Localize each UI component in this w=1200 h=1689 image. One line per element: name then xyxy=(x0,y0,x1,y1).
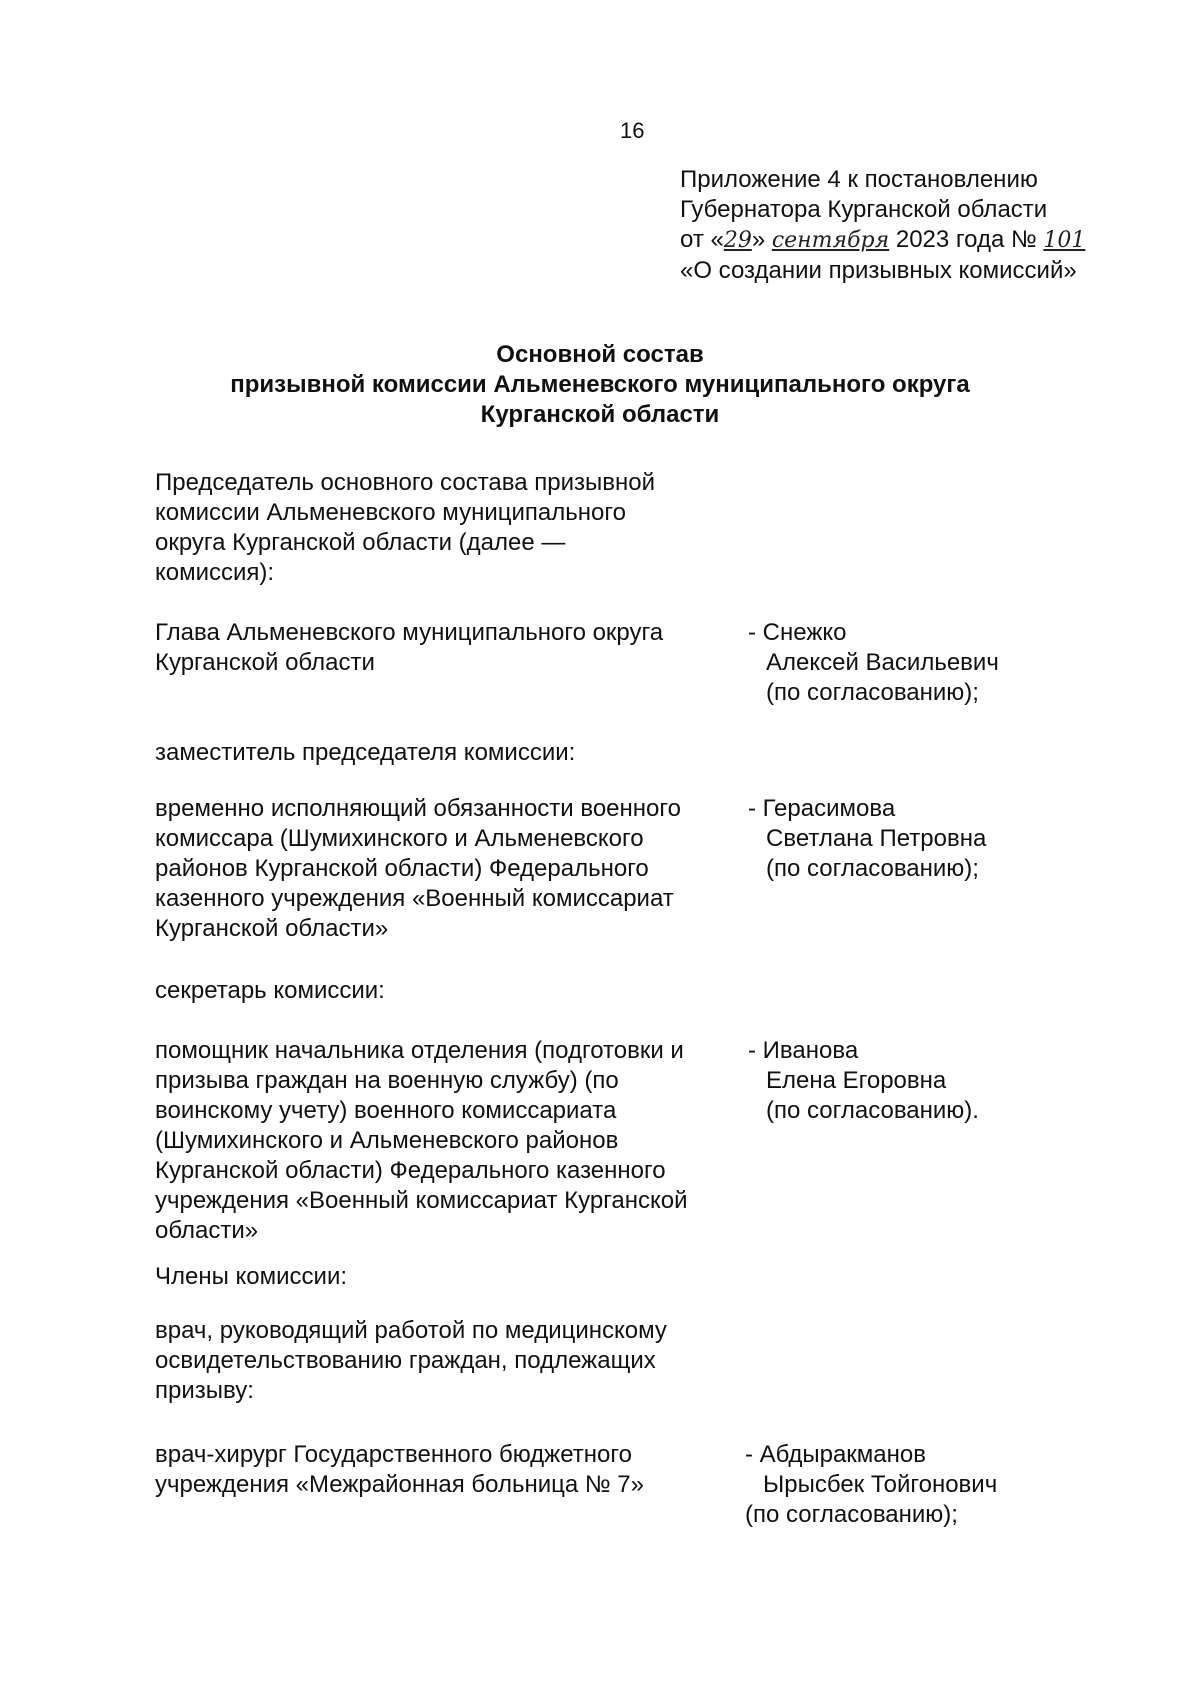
chair-heading xyxy=(155,468,745,588)
handwritten-month: сентября xyxy=(771,228,890,253)
deputy-heading: заместитель председателя комиссии: xyxy=(155,739,576,766)
title-line: Основной состав xyxy=(496,341,704,368)
text-line: учреждения «Военный комиссариат Курганской xyxy=(155,1187,688,1214)
text-line: врач-хирург Государственного бюджетного xyxy=(155,1441,632,1468)
text-line: Курганской области) Федерального казенного xyxy=(155,1157,666,1184)
text-line: помощник начальника отделения (подготовки и xyxy=(155,1037,684,1064)
person-line: (по согласованию); xyxy=(766,679,979,706)
deputy-person xyxy=(748,794,986,884)
person-line: Светлана Петровна xyxy=(766,825,987,852)
chair-position xyxy=(155,618,745,678)
appendix-line: Приложение 4 к постановлению xyxy=(680,166,1038,193)
text-line: комиссара (Шумихинского и Альменевского xyxy=(155,825,644,852)
title-line: Курганской области xyxy=(480,401,720,428)
appendix-line: Губернатора Курганской области xyxy=(680,196,1048,223)
title-line: призывной комиссии Альменевского муниципального округа xyxy=(230,371,970,398)
text-line: временно исполняющий обязанности военного xyxy=(155,795,681,822)
person-line: - Абдыракманов xyxy=(745,1441,926,1468)
text-line: воинскому учету) военного комиссариата xyxy=(155,1097,617,1124)
text-line: призыву: xyxy=(155,1377,254,1404)
person-line: - Герасимова xyxy=(748,795,896,822)
appendix-header xyxy=(680,165,1085,286)
text-line: Курганской области xyxy=(155,649,375,676)
handwritten-day: 29 xyxy=(723,228,752,253)
appendix-line: «О создании призывных комиссий» xyxy=(680,257,1077,284)
text-line: освидетельствованию граждан, подлежащих xyxy=(155,1347,656,1374)
text-line: Курганской области» xyxy=(155,915,389,942)
person-line: Елена Егоровна xyxy=(766,1067,947,1094)
text-line: Глава Альменевского муниципального округа xyxy=(155,619,664,646)
text-line: районов Курганской области) Федерального xyxy=(155,855,649,882)
text-line: учреждения «Межрайонная больница № 7» xyxy=(155,1471,644,1498)
person-line: - Иванова xyxy=(748,1037,859,1064)
secretary-position xyxy=(155,1036,745,1246)
deputy-position xyxy=(155,794,745,944)
text-line: округа Курганской области (далее — xyxy=(155,529,566,556)
chair-person xyxy=(748,618,999,708)
members-heading: Члены комиссии: xyxy=(155,1263,348,1290)
secretary-person xyxy=(748,1036,979,1126)
secretary-heading: секретарь комиссии: xyxy=(155,977,385,1004)
person-line: (по согласованию). xyxy=(766,1097,979,1124)
text-line: комиссия): xyxy=(155,559,275,586)
doctor-heading xyxy=(155,1316,745,1406)
page-number: 16 xyxy=(620,118,645,143)
appendix-date-line xyxy=(680,225,1085,256)
date-year: 2023 года № xyxy=(889,226,1044,253)
text-line: Председатель основного состава призывной xyxy=(155,469,656,496)
text-line: области» xyxy=(155,1217,259,1244)
person-line: Ырысбек Тойгонович xyxy=(763,1471,998,1498)
doctor-person xyxy=(745,1440,997,1530)
doctor-position xyxy=(155,1440,745,1500)
person-line: (по согласованию); xyxy=(766,855,979,882)
text-line: врач, руководящий работой по медицинскому xyxy=(155,1317,667,1344)
handwritten-number: 101 xyxy=(1043,228,1086,253)
date-mid: » xyxy=(751,226,772,253)
text-line: комиссии Альменевского муниципального xyxy=(155,499,626,526)
person-line: Алексей Васильевич xyxy=(766,649,999,676)
date-prefix: от « xyxy=(680,226,724,253)
person-line: (по согласованию); xyxy=(745,1501,958,1528)
document-title xyxy=(150,340,1050,430)
person-line: - Снежко xyxy=(748,619,847,646)
text-line: призыва граждан на военную службу) (по xyxy=(155,1067,619,1094)
text-line: (Шумихинского и Альменевского районов xyxy=(155,1127,619,1154)
text-line: казенного учреждения «Военный комиссариат xyxy=(155,885,674,912)
